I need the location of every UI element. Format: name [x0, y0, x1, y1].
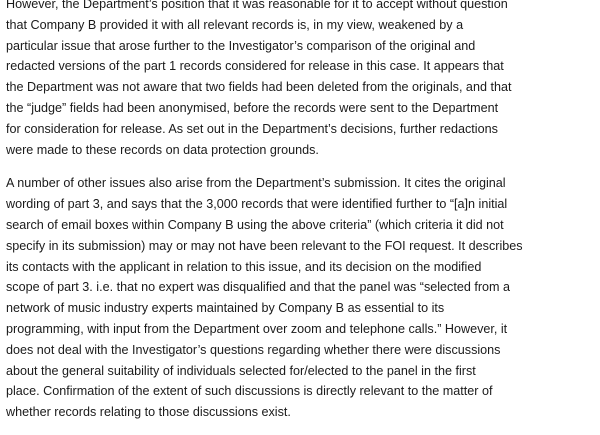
text-line: its contacts with the applicant in relation to this issue, and its decision on the modified	[6, 259, 482, 274]
text-line: does not deal with the Investigator’s questions regarding whether there were discussions	[6, 342, 501, 357]
paragraph-2	[6, 173, 596, 423]
text-line: were made to these records on data protection grounds.	[6, 142, 319, 157]
text-line: for consideration for release. As set out in the Department’s decisions, further redactions	[6, 121, 498, 136]
text-line: wording of part 3, and says that the 3,000 records that were identified further to “[a]n initial	[6, 197, 508, 212]
text-line: However, the Department’s position that it was reasonable for it to accept without question	[6, 0, 508, 11]
document-page	[6, 0, 596, 435]
text-line: redacted versions of the part 1 records considered for release in this case. It appears that	[6, 59, 504, 74]
text-line: A number of other issues also arise from the Department’s submission. It cites the original	[6, 176, 506, 191]
text-line: search of email boxes within Company B using the above criteria” (which criteria it did not	[6, 217, 504, 232]
text-line: programming, with input from the Department over zoom and telephone calls.” However, it	[6, 321, 508, 336]
text-line: the Department was not aware that two fields had been deleted from the originals, and that	[6, 80, 512, 95]
paragraph-1	[6, 0, 596, 160]
text-line: place. Confirmation of the extent of such discussions is directly relevant to the matter of	[6, 384, 493, 399]
text-line: about the general suitability of individuals selected for/elected to the panel in the first	[6, 363, 476, 378]
text-line: that Company B provided it with all relevant records is, in my view, weakened by a	[6, 17, 464, 32]
text-line: the “judge” fields had been anonymised, before the records were sent to the Department	[6, 100, 499, 115]
text-line: particular issue that arose further to the Investigator’s comparison of the original and	[6, 38, 476, 53]
text-line: specify in its submission) may or may not have been relevant to the FOI request. It describes	[6, 238, 523, 253]
text-line: network of music industry experts maintained by Company B as essential to its	[6, 301, 445, 316]
text-line: whether records relating to those discussions exist.	[6, 405, 291, 420]
text-line: scope of part 3. i.e. that no expert was disqualified and that the panel was “selected from a	[6, 280, 511, 295]
